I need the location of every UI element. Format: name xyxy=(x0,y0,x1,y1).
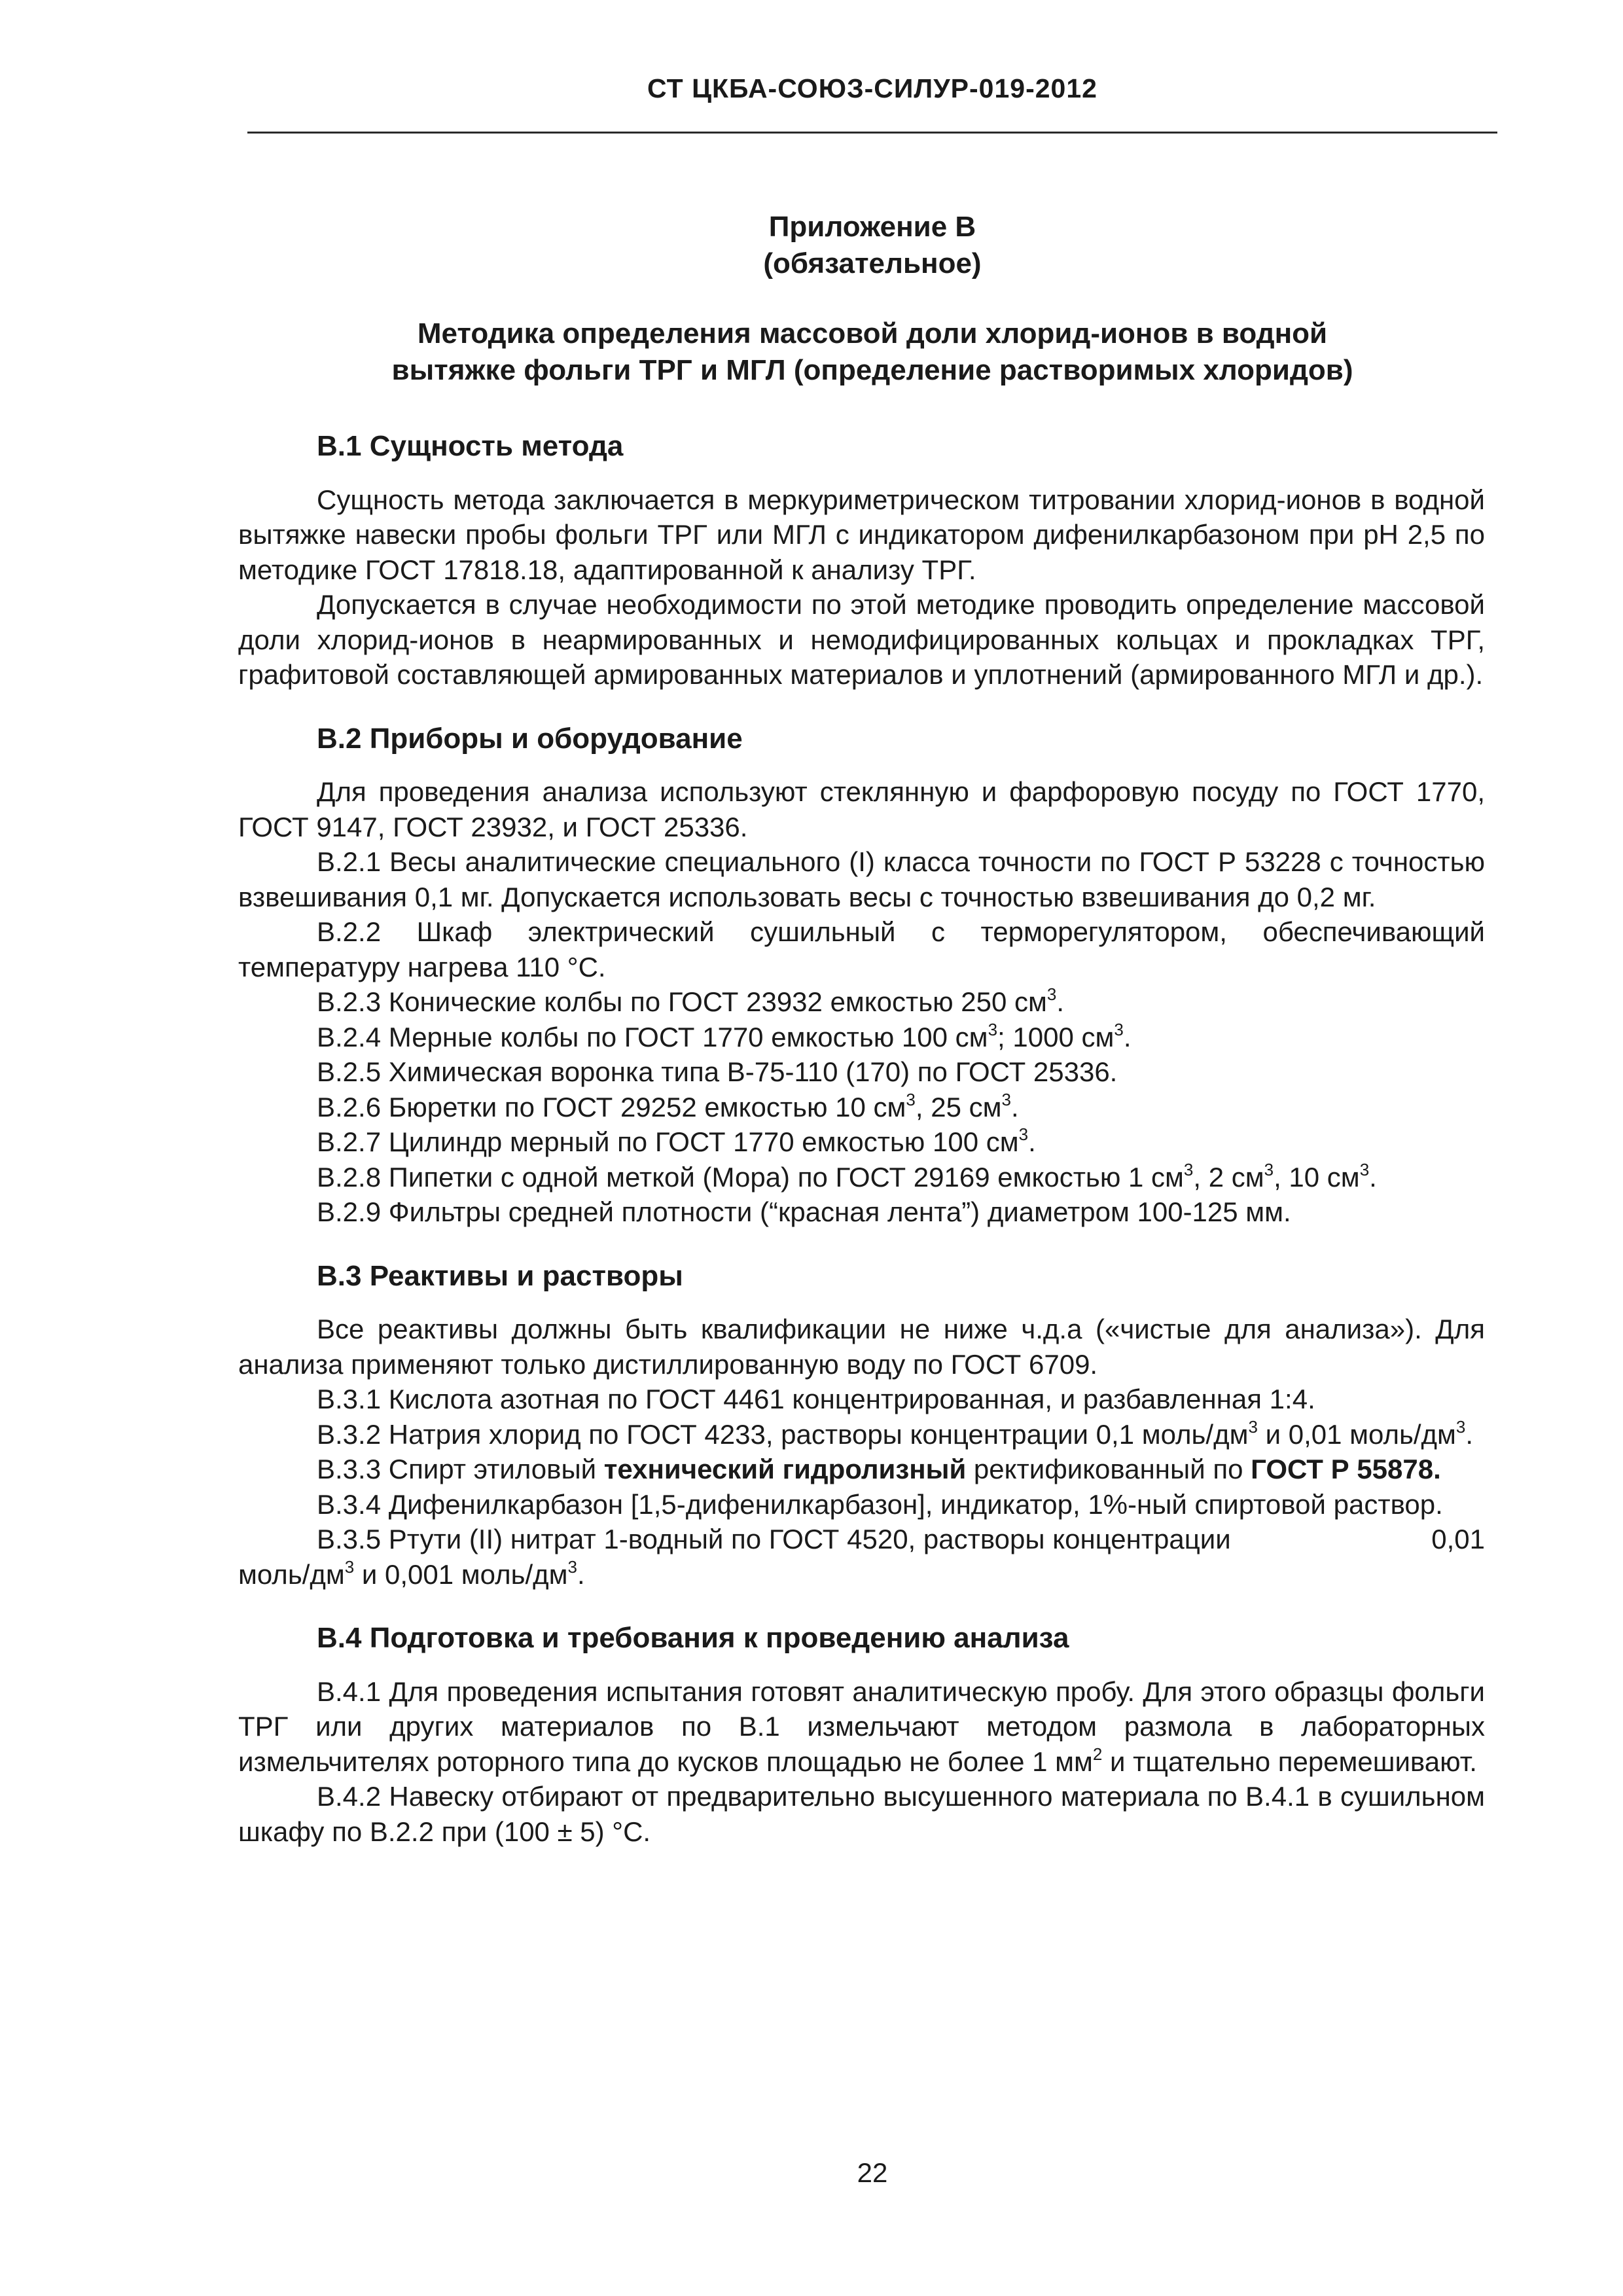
paragraph-b1-essence: Сущность метода заключается в меркуриметрическом титровании хлорид-ионов в водной вытяжке навески пробы фольги ТРГ или МГЛ с индикатором дифенилкарбазоном при pH 2,5 по методике ГОСТ 17818.18, адаптированной к анализу ТРГ. xyxy=(238,484,1485,585)
appendix-title: Приложение В xyxy=(768,211,976,243)
item-b4-1: В.4.1 Для проведения испытания готовят аналитическую пробу. Для этого образцы фольги ТРГ или других материалов по В.1 измельчают методом размола в лабораторных измельчителях роторного типа до кусков площадью не более 1 $мм^2$ и тщательно перемешивают. xyxy=(238,1676,1485,1777)
item-b2-2: В.2.2 Шкаф электрический сушильный с терморегулятором, обеспечивающий температуру нагрева 110 °С. xyxy=(238,916,1485,982)
method-title-line-1: Методика определения массовой доли хлорид-ионов в водной xyxy=(417,317,1328,350)
section-heading-b4: В.4 Подготовка и требования к проведению анализа xyxy=(317,1622,1069,1654)
spacer xyxy=(238,1230,1485,1259)
spacer xyxy=(238,756,1485,774)
item-b2-8: В.2.8 Пипетки с одной меткой (Мора) по ГОСТ 29169 емкостью 1 $см^3$, 2 $см^3$, 10 $см^3$. xyxy=(317,1159,1377,1193)
item-b3-1: В.3.1 Кислота азотная по ГОСТ 4461 концентрированная, и разбавленная 1:4. xyxy=(317,1384,1315,1414)
item-b2-3: В.2.3 Конические колбы по ГОСТ 23932 емкостью 250 $см^3$. xyxy=(317,984,1065,1017)
item-b2-6: В.2.6 Бюретки по ГОСТ 29252 емкостью 10 $см^3$, 25 $см^3$. xyxy=(317,1089,1019,1122)
appendix-status: (обязательное) xyxy=(763,247,982,279)
document-body xyxy=(238,429,1485,1849)
item-b3-3: В.3.3 Спирт этиловый технический гидролизный ректификованный по ГОСТ Р 55878. xyxy=(317,1454,1441,1484)
page-number: 22 xyxy=(857,2157,888,2188)
spacer xyxy=(238,1592,1485,1621)
item-b3-5: В.3.5 Ртути (II) нитрат 1-водный по ГОСТ 4520, растворы концентрации 0,01 моль/$дм^3$ и 0,001 моль/$дм^3$. xyxy=(238,1524,1485,1590)
spacer xyxy=(238,692,1485,721)
item-b2-5: В.2.5 Химическая воронка типа В-75-110 (170) по ГОСТ 25336. xyxy=(317,1056,1118,1087)
document-code-header: СТ ЦКБА-СОЮЗ-СИЛУР-019-2012 xyxy=(647,73,1097,103)
method-title xyxy=(247,315,1497,389)
section-heading-b2: В.2 Приборы и оборудование xyxy=(317,722,743,755)
item-b3-2: В.3.2 Натрия хлорид по ГОСТ 4233, растворы концентрации 0,1 моль/$дм^3$ и 0,01 моль/$дм^3$. xyxy=(317,1416,1474,1450)
section-heading-b1: В.1 Сущность метода xyxy=(317,430,624,462)
paragraph-b1-allowance: Допускается в случае необходимости по этой методике проводить определение массовой доли хлорид-ионов в неармированных и немодифицированных кольцах и прокладках ТРГ, графитовой составляющей армированных материалов и уплотнений (армированного МГЛ и др.). xyxy=(238,589,1485,690)
spacer xyxy=(238,1293,1485,1312)
item-b2-4: В.2.4 Мерные колбы по ГОСТ 1770 емкостью 100 $см^3$; 1000 $см^3$. xyxy=(317,1019,1132,1052)
item-b2-9: В.2.9 Фильтры средней плотности (“красная лента”) диаметром 100-125 мм. xyxy=(317,1196,1291,1227)
paragraph-b3-intro: Все реактивы должны быть квалификации не ниже ч.д.а («чистые для анализа»). Для анализа применяют только дистиллированную воду по ГОСТ 6709. xyxy=(238,1314,1485,1380)
spacer xyxy=(238,1656,1485,1674)
method-title-line-2: вытяжке фольги ТРГ и МГЛ (определение растворимых хлоридов) xyxy=(391,354,1353,386)
item-b2-7: В.2.7 Цилиндр мерный по ГОСТ 1770 емкостью 100 $см^3$. xyxy=(317,1124,1036,1157)
item-b3-4: В.3.4 Дифенилкарбазон [1,5-дифенилкарбазон], индикатор, 1%-ный спиртовой раствор. xyxy=(317,1488,1443,1520)
paragraph-b2-intro: Для проведения анализа используют стеклянную и фарфоровую посуду по ГОСТ 1770, ГОСТ 9147, ГОСТ 23932, и ГОСТ 25336. xyxy=(238,776,1485,842)
spacer xyxy=(238,464,1485,482)
header-divider xyxy=(247,132,1497,134)
item-b4-2: В.4.2 Навеску отбирают от предварительно высушенного материала по В.4.1 в сушильном шкафу по В.2.2 при (100 ± 5) °С. xyxy=(238,1781,1485,1847)
section-heading-b3: В.3 Реактивы и растворы xyxy=(317,1259,683,1292)
item-b2-1: В.2.1 Весы аналитические специального (I) класса точности по ГОСТ Р 53228 с точностью взвешивания 0,1 мг. Допускается использовать весы с точностью взвешивания до 0,2 мг. xyxy=(238,846,1485,912)
